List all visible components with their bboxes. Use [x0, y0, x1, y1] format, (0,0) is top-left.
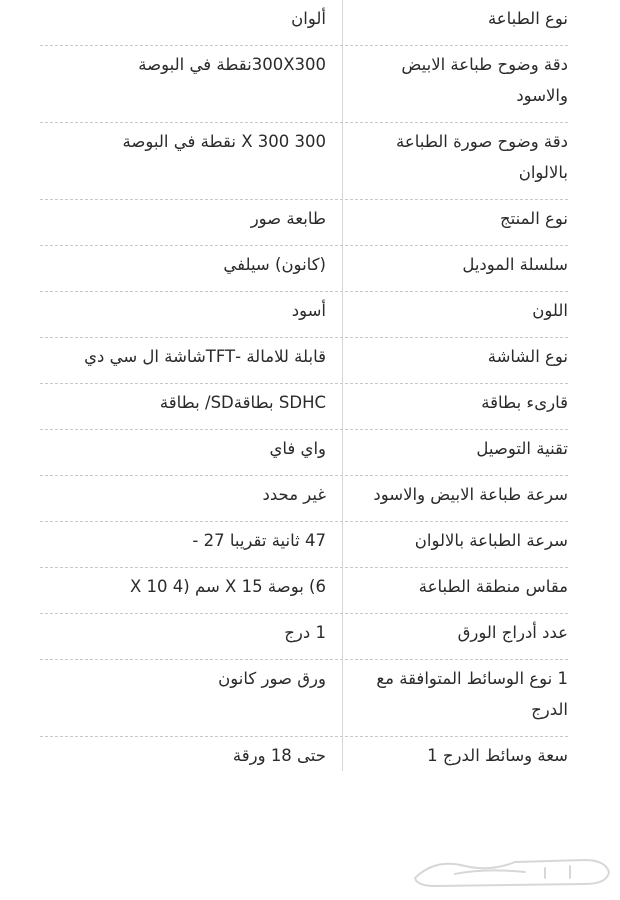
- spec-label: تقنية التوصيل: [342, 430, 568, 475]
- spec-row-screen-type: [40, 338, 568, 384]
- spec-row-color: [40, 292, 568, 338]
- spec-value: طابعة صور: [250, 209, 326, 228]
- spec-value: ألوان: [291, 9, 326, 28]
- spec-value: غير محدد: [262, 485, 326, 504]
- spec-value: حتى 18 ورقة: [232, 746, 326, 765]
- spec-label: نوع المنتج: [342, 200, 568, 245]
- spec-label: نوع الطباعة: [342, 0, 568, 45]
- spec-row-color-resolution: [40, 123, 568, 200]
- spec-row-print-type: [40, 0, 568, 46]
- spec-label: قارىء بطاقة: [342, 384, 568, 429]
- spec-value: ورق صور كانون: [218, 669, 326, 688]
- spec-row-bw-resolution: [40, 46, 568, 123]
- spec-row-bw-speed: [40, 476, 568, 522]
- spec-value: أسود: [291, 301, 326, 320]
- spec-label: سلسلة الموديل: [342, 246, 568, 291]
- spec-row-tray1-capacity: [40, 737, 568, 771]
- spec-row-print-area: [40, 568, 568, 614]
- haraj-watermark-logo: [395, 838, 620, 900]
- spec-value: 47 ثانية تقريبا 27 -: [192, 531, 326, 550]
- spec-row-color-speed: [40, 522, 568, 568]
- spec-value: قابلة للامالة -TFTشاشة ال سي دي: [84, 347, 326, 366]
- spec-row-card-reader: [40, 384, 568, 430]
- spec-label: دقة وضوح صورة الطباعة بالالوان: [342, 123, 568, 199]
- spec-value: 6) بوصة 15 X سم (4 X 10: [130, 577, 326, 596]
- spec-value: 1 درج: [284, 623, 326, 642]
- spec-value: (كانون) سيلفي: [223, 255, 326, 274]
- spec-value: واي فاي: [269, 439, 326, 458]
- spec-value: 300X300نقطة في البوصة: [138, 55, 326, 74]
- spec-row-connectivity: [40, 430, 568, 476]
- spec-label: اللون: [342, 292, 568, 337]
- spec-row-product-type: [40, 200, 568, 246]
- spec-value: SDHC بطاقةSD/ بطاقة: [159, 393, 326, 412]
- spec-row-tray1-media-type: [40, 660, 568, 737]
- spec-label: سرعة طباعة الابيض والاسود: [342, 476, 568, 521]
- spec-label: سعة وسائط الدرج 1: [342, 737, 568, 771]
- spec-label: مقاس منطقة الطباعة: [342, 568, 568, 613]
- spec-row-paper-trays: [40, 614, 568, 660]
- spec-label: 1 نوع الوسائط المتوافقة مع الدرج: [342, 660, 568, 736]
- spec-label: عدد أدراج الورق: [342, 614, 568, 659]
- spec-label: دقة وضوح طباعة الابيض والاسود: [342, 46, 568, 122]
- spec-label: نوع الشاشة: [342, 338, 568, 383]
- spec-value: 300 X 300 نقطة في البوصة: [122, 132, 326, 151]
- spec-row-model-series: [40, 246, 568, 292]
- spec-label: سرعة الطباعة بالالوان: [342, 522, 568, 567]
